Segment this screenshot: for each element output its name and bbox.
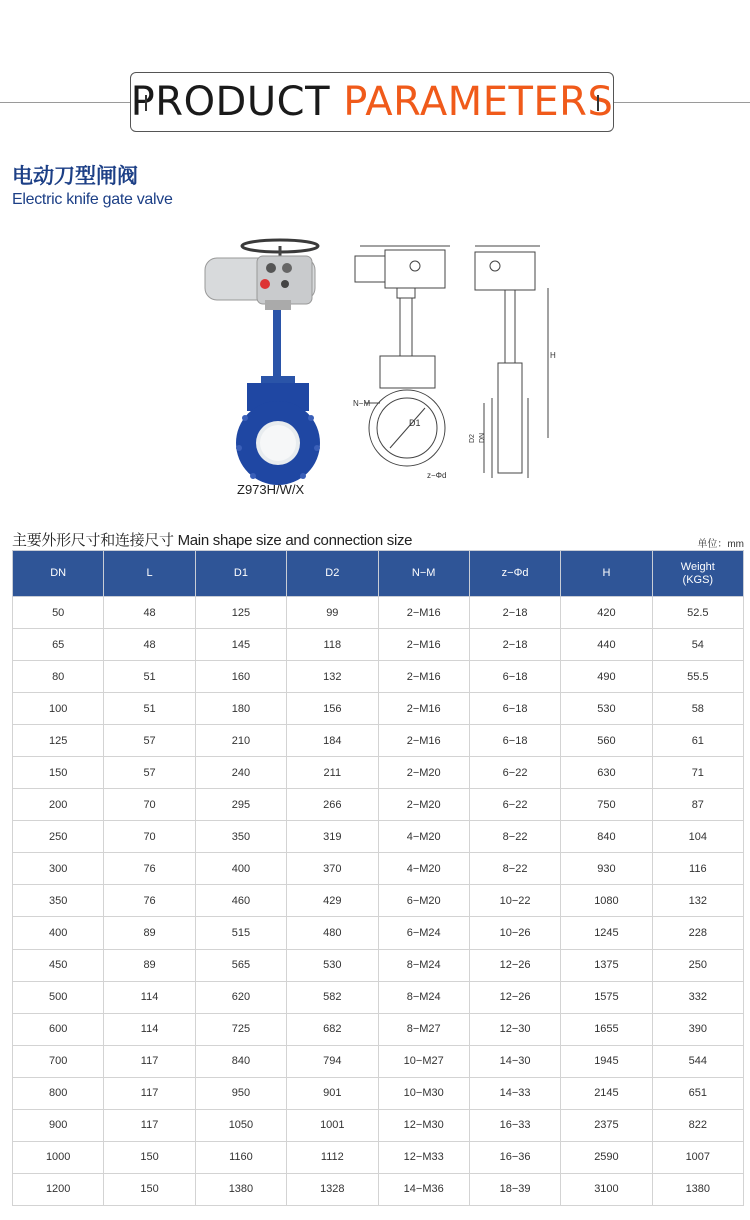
table-cell: 117 (104, 1109, 195, 1141)
table-cell: 100 (13, 693, 104, 725)
table-cell: 295 (195, 789, 286, 821)
table-cell: 1080 (561, 885, 652, 917)
table-cell: 14−30 (469, 1045, 560, 1077)
table-cell: 180 (195, 693, 286, 725)
table-cell: 76 (104, 885, 195, 917)
table-cell: 332 (652, 981, 743, 1013)
table-cell: 1112 (287, 1141, 378, 1173)
model-number: Z973H/W/X (237, 482, 305, 497)
table-cell: 2−M16 (378, 661, 469, 693)
table-row (13, 821, 744, 853)
table-cell: 460 (195, 885, 286, 917)
table-cell: 560 (561, 725, 652, 757)
table-cell: 184 (287, 725, 378, 757)
table-cell: 6−18 (469, 725, 560, 757)
table-cell: 54 (652, 629, 743, 661)
table-cell: 266 (287, 789, 378, 821)
table-cell: 300 (13, 853, 104, 885)
table-cell: 114 (104, 1013, 195, 1045)
table-cell: 6−18 (469, 661, 560, 693)
table-cell: 80 (13, 661, 104, 693)
column-header: Weight (KGS) (652, 551, 743, 597)
table-cell: 132 (287, 661, 378, 693)
table-cell: 530 (561, 693, 652, 725)
table-cell: 125 (195, 597, 286, 629)
column-header: N−M (378, 551, 469, 597)
product-title-en: Electric knife gate valve (12, 191, 173, 208)
table-cell: 582 (287, 981, 378, 1013)
table-cell: 70 (104, 789, 195, 821)
header-tick-right (597, 95, 599, 111)
table-cell: 117 (104, 1045, 195, 1077)
table-cell: 1945 (561, 1045, 652, 1077)
column-header: L (104, 551, 195, 597)
table-cell: 420 (561, 597, 652, 629)
table-cell: 150 (104, 1141, 195, 1173)
table-cell: 89 (104, 917, 195, 949)
table-cell: 6−M24 (378, 917, 469, 949)
table-cell: 2−M16 (378, 725, 469, 757)
table-cell: 8−22 (469, 853, 560, 885)
table-row (13, 853, 744, 885)
label-h: H (550, 351, 556, 360)
table-cell: 2−M16 (378, 597, 469, 629)
table-cell: 16−33 (469, 1109, 560, 1141)
table-caption: 主要外形尺寸和连接尺寸 Main shape size and connection size (12, 532, 413, 549)
table-cell: 682 (287, 1013, 378, 1045)
section-header (130, 72, 614, 132)
table-cell: 10−22 (469, 885, 560, 917)
table-cell: 14−M36 (378, 1173, 469, 1205)
table-cell: 76 (104, 853, 195, 885)
table-cell: 89 (104, 949, 195, 981)
table-cell: 52.5 (652, 597, 743, 629)
section-title (131, 79, 614, 125)
table-cell: 10−26 (469, 917, 560, 949)
table-row (13, 885, 744, 917)
column-header: H (561, 551, 652, 597)
table-cell: 2590 (561, 1141, 652, 1173)
table-cell: 65 (13, 629, 104, 661)
table-cell: 2145 (561, 1077, 652, 1109)
table-cell: 250 (13, 821, 104, 853)
table-cell: 1007 (652, 1141, 743, 1173)
table-cell: 2−M20 (378, 757, 469, 789)
table-cell: 12−26 (469, 949, 560, 981)
table-cell: 12−30 (469, 1013, 560, 1045)
table-cell: 840 (195, 1045, 286, 1077)
table-row (13, 1141, 744, 1173)
column-header: D1 (195, 551, 286, 597)
table-row (13, 789, 744, 821)
table-cell: 6−18 (469, 693, 560, 725)
table-cell: 794 (287, 1045, 378, 1077)
table-row (13, 1077, 744, 1109)
table-cell: 51 (104, 693, 195, 725)
label-nm: N−M (353, 399, 371, 408)
table-cell: 2−M16 (378, 629, 469, 661)
table-cell: 800 (13, 1077, 104, 1109)
table-cell: 4−M20 (378, 821, 469, 853)
table-cell: 1575 (561, 981, 652, 1013)
table-cell: 319 (287, 821, 378, 853)
table-cell: 70 (104, 821, 195, 853)
table-row (13, 1045, 744, 1077)
table-row (13, 1013, 744, 1045)
table-row (13, 629, 744, 661)
table-cell: 228 (652, 917, 743, 949)
valve-photo (195, 238, 345, 493)
table-cell: 6−22 (469, 757, 560, 789)
table-row (13, 725, 744, 757)
table-cell: 58 (652, 693, 743, 725)
table-cell: 12−M30 (378, 1109, 469, 1141)
table-cell: 6−M20 (378, 885, 469, 917)
column-header: DN (13, 551, 104, 597)
table-cell: 900 (13, 1109, 104, 1141)
table-cell: 2−18 (469, 597, 560, 629)
table-cell: 1001 (287, 1109, 378, 1141)
table-cell: 480 (287, 917, 378, 949)
table-row (13, 757, 744, 789)
section-title-word1: PRODUCT (130, 79, 330, 125)
table-cell: 400 (195, 853, 286, 885)
product-title-cn: 电动刀型闸阀 (12, 164, 138, 188)
table-cell: 57 (104, 725, 195, 757)
table-cell: 8−M24 (378, 981, 469, 1013)
table-cell: 1050 (195, 1109, 286, 1141)
table-row (13, 981, 744, 1013)
table-cell: 1160 (195, 1141, 286, 1173)
table-cell: 8−M24 (378, 949, 469, 981)
table-cell: 55.5 (652, 661, 743, 693)
technical-drawing-front (345, 238, 465, 488)
table-cell: 18−39 (469, 1173, 560, 1205)
table-cell: 4−M20 (378, 853, 469, 885)
table-cell: 132 (652, 885, 743, 917)
table-cell: 390 (652, 1013, 743, 1045)
table-cell: 400 (13, 917, 104, 949)
table-cell: 48 (104, 629, 195, 661)
table-cell: 250 (652, 949, 743, 981)
table-cell: 429 (287, 885, 378, 917)
table-cell: 8−22 (469, 821, 560, 853)
table-cell: 515 (195, 917, 286, 949)
table-cell: 544 (652, 1045, 743, 1077)
table-cell: 118 (287, 629, 378, 661)
table-cell: 440 (561, 629, 652, 661)
table-cell: 1328 (287, 1173, 378, 1205)
table-row (13, 1173, 744, 1205)
table-cell: 3100 (561, 1173, 652, 1205)
table-cell: 450 (13, 949, 104, 981)
section-title-word2: PARAMETERS (343, 79, 614, 125)
table-cell: 930 (561, 853, 652, 885)
table-cell: 114 (104, 981, 195, 1013)
table-cell: 370 (287, 853, 378, 885)
table-row (13, 597, 744, 629)
table-cell: 16−36 (469, 1141, 560, 1173)
table-cell: 57 (104, 757, 195, 789)
table-cell: 901 (287, 1077, 378, 1109)
table-cell: 150 (13, 757, 104, 789)
table-cell: 1380 (652, 1173, 743, 1205)
table-cell: 48 (104, 597, 195, 629)
table-cell: 14−33 (469, 1077, 560, 1109)
table-cell: 1375 (561, 949, 652, 981)
table-cell: 10−M30 (378, 1077, 469, 1109)
column-header: z−Φd (469, 551, 560, 597)
header-tick-left (145, 95, 147, 111)
table-cell: 10−M27 (378, 1045, 469, 1077)
label-d2: D2 (469, 434, 476, 443)
table-cell: 125 (13, 725, 104, 757)
table-cell: 150 (104, 1173, 195, 1205)
table-cell: 12−M33 (378, 1141, 469, 1173)
table-cell: 200 (13, 789, 104, 821)
table-cell: 71 (652, 757, 743, 789)
table-cell: 500 (13, 981, 104, 1013)
technical-drawing-side (460, 238, 560, 488)
parameters-table (12, 550, 744, 1206)
table-cell: 1655 (561, 1013, 652, 1045)
table-row (13, 949, 744, 981)
table-cell: 116 (652, 853, 743, 885)
table-cell: 840 (561, 821, 652, 853)
table-row (13, 1109, 744, 1141)
table-cell: 620 (195, 981, 286, 1013)
table-body (13, 597, 744, 1206)
table-cell: 1380 (195, 1173, 286, 1205)
table-cell: 12−26 (469, 981, 560, 1013)
table-cell: 600 (13, 1013, 104, 1045)
table-cell: 1200 (13, 1173, 104, 1205)
label-d1: D1 (409, 418, 421, 428)
table-cell: 350 (13, 885, 104, 917)
table-cell: 725 (195, 1013, 286, 1045)
table-cell: 2−18 (469, 629, 560, 661)
table-cell: 210 (195, 725, 286, 757)
table-cell: 61 (652, 725, 743, 757)
table-cell: 6−22 (469, 789, 560, 821)
table-cell: 700 (13, 1045, 104, 1077)
label-zd: z−Φd (427, 471, 447, 480)
table-cell: 240 (195, 757, 286, 789)
table-cell: 51 (104, 661, 195, 693)
table-cell: 565 (195, 949, 286, 981)
table-cell: 490 (561, 661, 652, 693)
table-cell: 2375 (561, 1109, 652, 1141)
table-row (13, 661, 744, 693)
table-cell: 2−M20 (378, 789, 469, 821)
table-cell: 2−M16 (378, 693, 469, 725)
table-cell: 145 (195, 629, 286, 661)
label-dn: DN (479, 432, 486, 443)
table-cell: 99 (287, 597, 378, 629)
column-header: D2 (287, 551, 378, 597)
table-cell: 160 (195, 661, 286, 693)
table-cell: 117 (104, 1077, 195, 1109)
table-cell: 630 (561, 757, 652, 789)
table-cell: 1245 (561, 917, 652, 949)
table-cell: 822 (652, 1109, 743, 1141)
table-cell: 950 (195, 1077, 286, 1109)
unit-label: 单位：mm (697, 539, 744, 550)
table-header-row (13, 551, 744, 597)
table-cell: 50 (13, 597, 104, 629)
table-cell: 651 (652, 1077, 743, 1109)
table-row (13, 917, 744, 949)
table-cell: 87 (652, 789, 743, 821)
table-row (13, 693, 744, 725)
table-cell: 8−M27 (378, 1013, 469, 1045)
table-cell: 350 (195, 821, 286, 853)
table-cell: 156 (287, 693, 378, 725)
table-cell: 211 (287, 757, 378, 789)
table-cell: 104 (652, 821, 743, 853)
table-cell: 1000 (13, 1141, 104, 1173)
table-cell: 530 (287, 949, 378, 981)
table-cell: 750 (561, 789, 652, 821)
